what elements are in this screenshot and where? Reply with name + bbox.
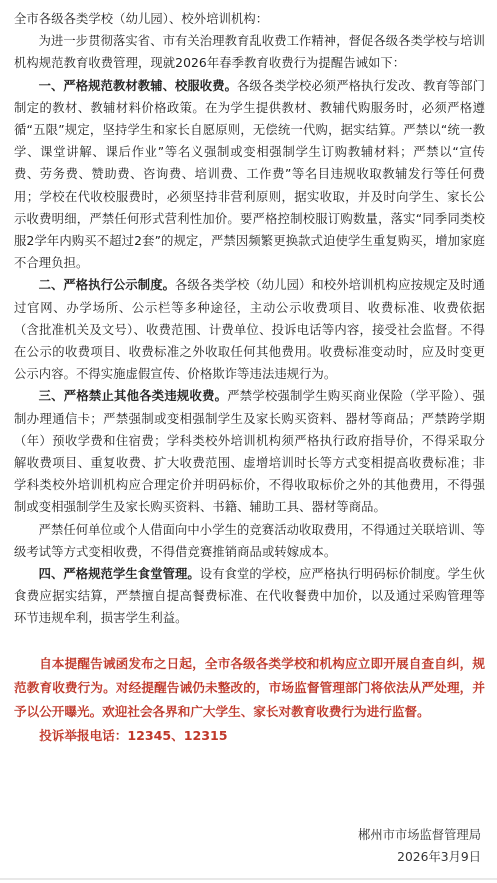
intro-paragraph: 为进一步贯彻落实省、市有关治理教育乱收费工作精神，督促各级各类学校与培训机构规范教育收费管理，现就2026年春季教育收费行为提醒告诫如下： bbox=[14, 34, 485, 71]
section-3-body: 严禁学校强制学生购买商业保险（学平险）、强制办理通信卡；严禁强制或变相强制学生及家长购买资料、器材等商品；严禁跨学期（年）预收学费和住宿费；学科类校外培训机构须严格执行政府指导价，不得采取分解收费项目、重复收费、扩大收费范围、虚增培训时长等方式变相提高收费标准；非学科类校外培训机构应合理定价并明码标价，不得收取标价之外的其他费用，不得强制或变相强制学生及家长购买资料、书籍、辅助工具、器材等商品。 bbox=[14, 389, 485, 515]
section-2 bbox=[14, 274, 485, 385]
salutation: 全市各级各类学校（幼儿园）、校外培训机构： bbox=[14, 12, 269, 26]
signature-block bbox=[358, 824, 481, 868]
bottom-divider bbox=[0, 878, 497, 880]
section-3-extra: 严禁任何单位或个人借面向中小学生的竞赛活动收取费用，不得通过关联培训、等级考试等方式变相收费，不得借竞赛推销商品或转嫁成本。 bbox=[14, 522, 485, 559]
section-4 bbox=[14, 563, 485, 630]
issue-date: 2026年3月9日 bbox=[397, 850, 481, 864]
issuer-name: 郴州市市场监督管理局 bbox=[358, 828, 481, 842]
section-4-heading: 四、严格规范学生食堂管理。 bbox=[38, 567, 200, 582]
section-1-body: 各级各类学校必须严格执行发改、教育等部门制定的教材、教辅材料价格政策。在为学生提供教材、教辅代购服务时，必须严格遵循“五限”规定，坚持学生和家长自愿原则，无偿统一代购，据实结算。严禁以“统一教学、课堂讲解、课后作业”等名义强制或变相强制学生订购教辅材料；严禁以“宣传费、劳务费、赞助费、咨询费、培训费、工作费”等名目违规收取教辅发行等任何费用；学校在代收校服费时，必须坚持非营利原则，据实收取，并及时向学生、家长公示收费明细，严禁任何形式营利性加价。要严格控制校服订购数量，落实“同季同类校服2学年内购买不超过2套”的规定，严禁因频繁更换款式迫使学生重复购买，增加家庭不合理负担。 bbox=[14, 78, 485, 271]
warning-paragraph: 自本提醒告诫函发布之日起，全市各级各类学校和机构应立即开展自查自纠，规范教育收费行为。对经提醒告诫仍未整改的，市场监督管理部门将依法从严处理，并予以公开曝光。欢迎社会各界和广大学生、家长对教育收费行为进行监督。 bbox=[14, 655, 485, 719]
section-3 bbox=[14, 385, 485, 518]
section-4-body: 设有食堂的学校，应严格执行明码标价制度。学生伙食费应据实结算，严禁擅自提高餐费标准、在代收餐费中加价，以及通过采购管理等环节违规牟利，损害学生利益。 bbox=[14, 567, 485, 626]
section-3-heading: 三、严格禁止其他各类违规收费。 bbox=[38, 389, 228, 404]
section-1-heading: 一、严格规范教材教辅、校服收费。 bbox=[38, 78, 237, 93]
section-2-body: 各级各类学校（幼儿园）和校外培训机构应按规定及时通过官网、办学场所、公示栏等多种途径，主动公示收费项目、收费标准、收费依据（含批准机关及文号）、收费范围、计费单位、投诉电话等内容，接受社会监督。不得在公示的收费项目、收费标准之外收取任何其他费用。收费标准变动时，应及时变更公示内容。不得实施虚假宣传、价格欺诈等违法违规行为。 bbox=[14, 278, 485, 382]
section-2-heading: 二、严格执行公示制度。 bbox=[38, 278, 175, 293]
hotline-text: 投诉举报电话：12345、12315 bbox=[39, 727, 228, 743]
section-1 bbox=[14, 75, 485, 275]
